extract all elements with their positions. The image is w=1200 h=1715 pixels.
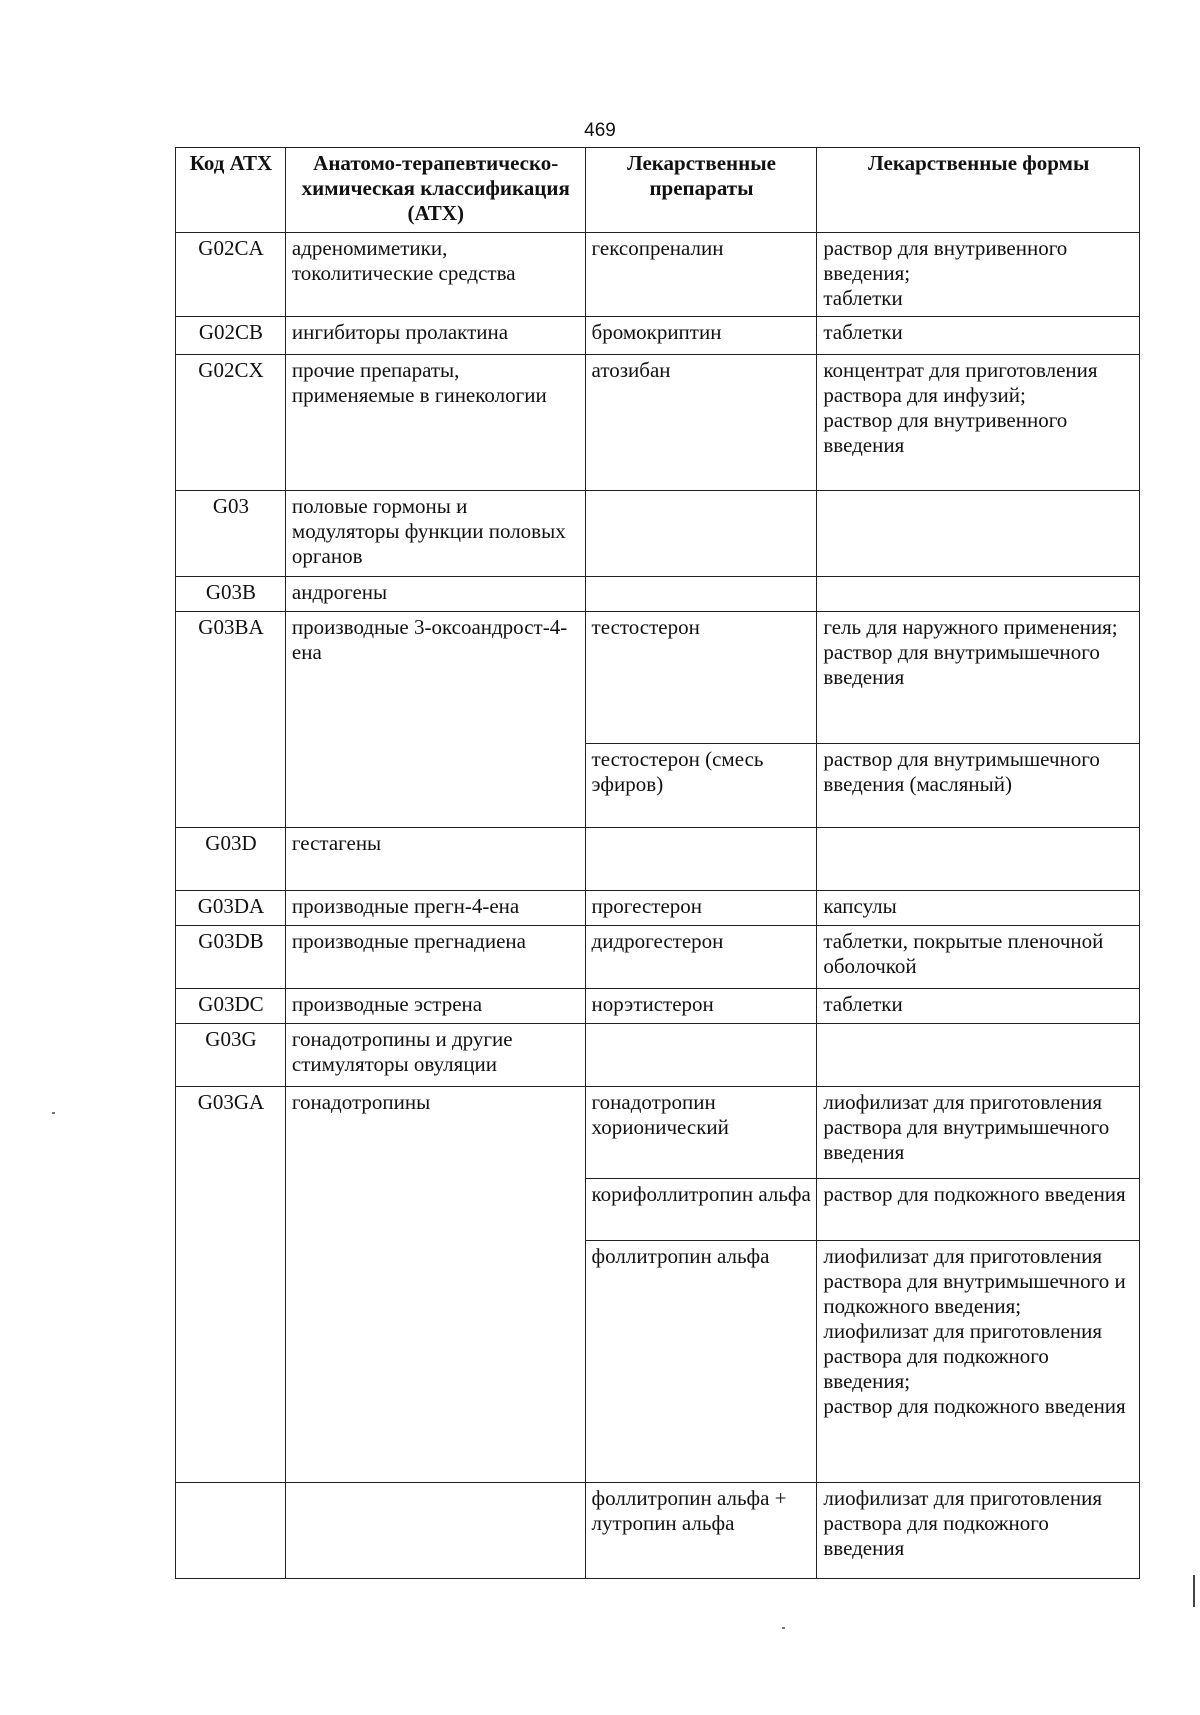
atc-code-cell: G03GA bbox=[176, 1087, 286, 1483]
dosage-form-item: раствор для внутримышечного введения bbox=[823, 640, 1100, 689]
header-forms: Лекарственные формы bbox=[817, 148, 1140, 233]
atc-code-cell: G03D bbox=[176, 828, 286, 891]
drug-cell: дидрогестерон bbox=[585, 926, 817, 989]
dosage-forms-cell bbox=[817, 1179, 1140, 1241]
classification-cell: производные прегнадиена bbox=[285, 926, 585, 989]
classification-cell: гонадотропины bbox=[285, 1087, 585, 1483]
dosage-forms-cell bbox=[817, 744, 1140, 828]
classification-cell: андрогены bbox=[285, 577, 585, 612]
drug-cell: бромокриптин bbox=[585, 317, 817, 355]
table-row bbox=[176, 1024, 1140, 1087]
drug-cell: норэтистерон bbox=[585, 989, 817, 1024]
dosage-forms-cell bbox=[817, 577, 1140, 612]
dosage-forms-cell bbox=[817, 1241, 1140, 1483]
table-row bbox=[176, 317, 1140, 355]
drug-cell bbox=[585, 577, 817, 612]
dosage-forms-cell bbox=[817, 355, 1140, 491]
table-body bbox=[176, 233, 1140, 1579]
table-header-row bbox=[176, 148, 1140, 233]
dosage-forms-cell bbox=[817, 891, 1140, 926]
atc-code-cell: G03DC bbox=[176, 989, 286, 1024]
dosage-form-item: таблетки bbox=[823, 286, 903, 310]
header-code: Код АТХ bbox=[176, 148, 286, 233]
drug-cell bbox=[585, 491, 817, 577]
classification-cell: гестагены bbox=[285, 828, 585, 891]
table-row bbox=[176, 355, 1140, 491]
table-row bbox=[176, 233, 1140, 317]
atc-code-cell: G02CB bbox=[176, 317, 286, 355]
dosage-form-item: лиофилизат для приготовления раствора для подкожного введения bbox=[823, 1486, 1102, 1560]
table-row bbox=[176, 491, 1140, 577]
classification-cell: ингибиторы пролактина bbox=[285, 317, 585, 355]
drug-cell: тестостерон (смесь эфиров) bbox=[585, 744, 817, 828]
dosage-form-item: раствор для внутривенного введения; bbox=[823, 236, 1068, 285]
classification-cell: адреномиметики, токолитические средства bbox=[285, 233, 585, 317]
dosage-form-item: таблетки bbox=[823, 992, 903, 1016]
classification-cell: производные 3-оксоандрост-4-ена bbox=[285, 612, 585, 828]
table-row bbox=[176, 989, 1140, 1024]
drug-cell: фоллитропин альфа + лутропин альфа bbox=[585, 1483, 817, 1579]
table-row bbox=[176, 1483, 1140, 1579]
table-row bbox=[176, 612, 1140, 744]
classification-cell: половые гормоны и модуляторы функции половых органов bbox=[285, 491, 585, 577]
atc-code-cell: G03B bbox=[176, 577, 286, 612]
dosage-form-item: раствор для подкожного введения bbox=[823, 1182, 1126, 1206]
drug-cell: фоллитропин альфа bbox=[585, 1241, 817, 1483]
dosage-form-item: раствор для подкожного введения bbox=[823, 1394, 1126, 1418]
atc-code-cell: G02CA bbox=[176, 233, 286, 317]
table-row bbox=[176, 828, 1140, 891]
dosage-forms-cell bbox=[817, 317, 1140, 355]
table-row bbox=[176, 891, 1140, 926]
classification-cell: производные эстрена bbox=[285, 989, 585, 1024]
atc-code-cell: G02CX bbox=[176, 355, 286, 491]
dosage-forms-cell bbox=[817, 491, 1140, 577]
dosage-form-item: лиофилизат для приготовления раствора для подкожного введения; bbox=[823, 1319, 1102, 1393]
drug-cell: прогестерон bbox=[585, 891, 817, 926]
drug-cell: гонадотропин хорионический bbox=[585, 1087, 817, 1179]
dosage-form-item: раствор для внутривенного введения bbox=[823, 408, 1068, 457]
drug-cell bbox=[585, 1024, 817, 1087]
scan-edge-mark bbox=[1193, 1575, 1195, 1607]
classification-cell: производные прегн-4-ена bbox=[285, 891, 585, 926]
atc-code-cell: G03DB bbox=[176, 926, 286, 989]
drug-cell bbox=[585, 828, 817, 891]
scan-speck bbox=[52, 1112, 55, 1114]
table-row bbox=[176, 577, 1140, 612]
header-classification: Анатомо-терапевтическо-химическая классификация (АТХ) bbox=[285, 148, 585, 233]
dosage-form-item: раствор для внутримышечного введения (масляный) bbox=[823, 747, 1100, 796]
dosage-forms-cell bbox=[817, 989, 1140, 1024]
dosage-form-item: концентрат для приготовления раствора для инфузий; bbox=[823, 358, 1098, 407]
atc-code-cell bbox=[176, 1483, 286, 1579]
dosage-form-item: гель для наружного применения; bbox=[823, 615, 1118, 639]
header-drugs: Лекарственные препараты bbox=[585, 148, 817, 233]
dosage-forms-cell bbox=[817, 828, 1140, 891]
page-number: 469 bbox=[584, 120, 616, 141]
dosage-forms-cell bbox=[817, 926, 1140, 989]
classification-cell: прочие препараты, применяемые в гинекологии bbox=[285, 355, 585, 491]
dosage-forms-cell bbox=[817, 612, 1140, 744]
dosage-form-item: капсулы bbox=[823, 894, 897, 918]
drug-cell: атозибан bbox=[585, 355, 817, 491]
dosage-form-item: лиофилизат для приготовления раствора для внутримышечного и подкожного введения; bbox=[823, 1244, 1126, 1318]
atc-code-cell: G03 bbox=[176, 491, 286, 577]
dosage-forms-cell bbox=[817, 1087, 1140, 1179]
atc-table bbox=[175, 147, 1140, 1579]
drug-cell: тестостерон bbox=[585, 612, 817, 744]
atc-code-cell: G03DA bbox=[176, 891, 286, 926]
table-row bbox=[176, 1087, 1140, 1179]
dosage-forms-cell bbox=[817, 1024, 1140, 1087]
dosage-forms-cell bbox=[817, 1483, 1140, 1579]
classification-cell: гонадотропины и другие стимуляторы овуляции bbox=[285, 1024, 585, 1087]
table-row bbox=[176, 926, 1140, 989]
dosage-forms-cell bbox=[817, 233, 1140, 317]
drug-cell: гексопреналин bbox=[585, 233, 817, 317]
dosage-form-item: таблетки, покрытые пленочной оболочкой bbox=[823, 929, 1104, 978]
atc-code-cell: G03BA bbox=[176, 612, 286, 828]
scan-speck bbox=[782, 1627, 785, 1629]
drug-cell: корифоллитропин альфа bbox=[585, 1179, 817, 1241]
classification-cell bbox=[285, 1483, 585, 1579]
atc-code-cell: G03G bbox=[176, 1024, 286, 1087]
dosage-form-item: таблетки bbox=[823, 320, 903, 344]
dosage-form-item: лиофилизат для приготовления раствора для внутримышечного введения bbox=[823, 1090, 1110, 1164]
